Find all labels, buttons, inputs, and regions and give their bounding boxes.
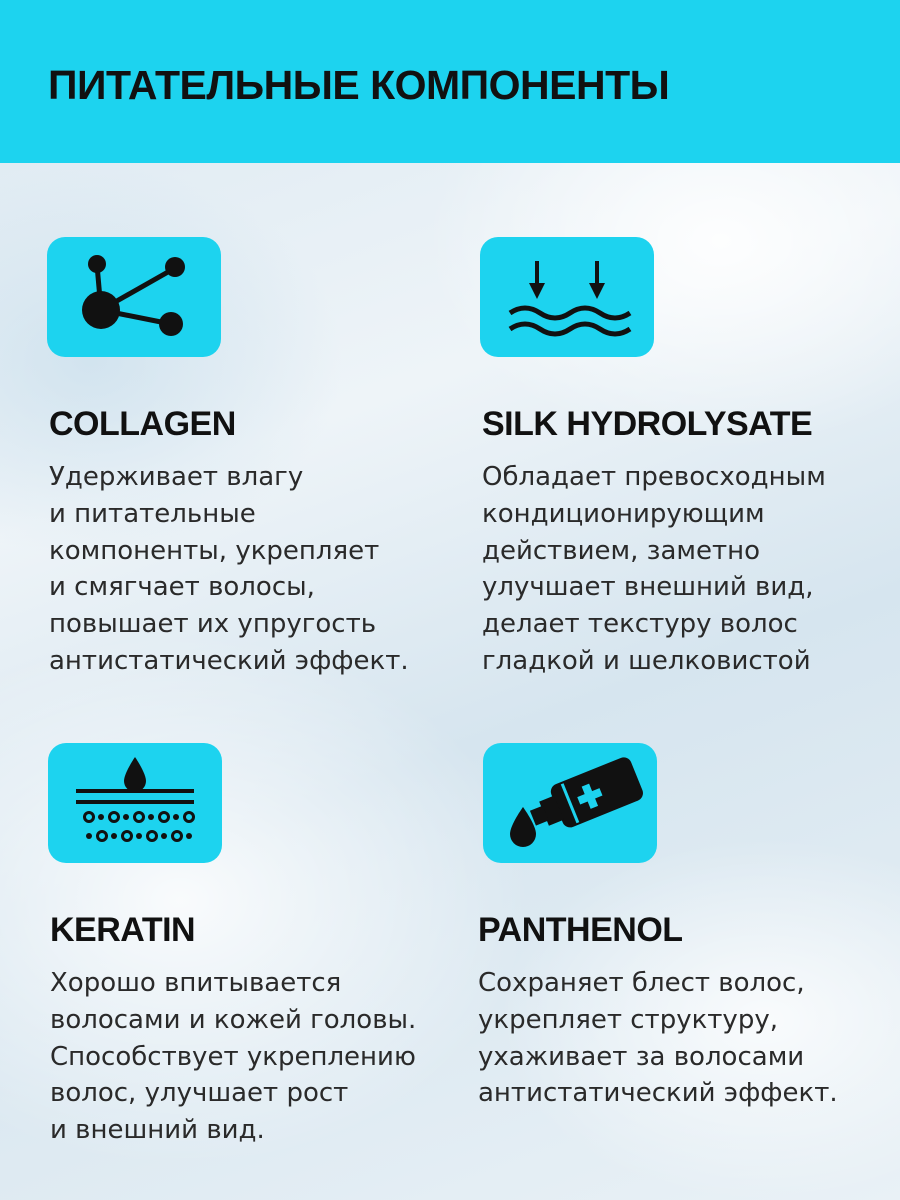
- icon-tile: [483, 743, 657, 863]
- component-description: Обладает превосходным кондиционирующим действием, заметно улучшает внешний вид, делает текстуру волос гладкой и шелковистой: [482, 462, 826, 676]
- component-title: KERATIN: [50, 911, 196, 949]
- icon-tile: [480, 237, 654, 357]
- header-banner: [0, 0, 900, 163]
- component-title: SILK HYDROLYSATE: [482, 405, 813, 443]
- skin-absorption-icon: [48, 743, 222, 863]
- icon-tile: [47, 237, 221, 357]
- component-title: PANTHENOL: [478, 911, 683, 949]
- component-title: COLLAGEN: [49, 405, 236, 443]
- page-title: ПИТАТЕЛЬНЫЕ КОМПОНЕНТЫ: [48, 62, 670, 108]
- molecule-icon: [47, 237, 221, 357]
- medicine-bottle-icon: [483, 743, 657, 863]
- water-absorption-icon: [480, 237, 654, 357]
- component-description: Сохраняет блест волос, укрепляет структуру, ухаживает за волосами антистатический эффект.: [478, 968, 838, 1109]
- icon-tile: [48, 743, 222, 863]
- component-description: Хорошо впитывается волосами и кожей головы. Способствует укреплению волос, улучшает рост и внешний вид.: [50, 968, 417, 1146]
- component-description: Удерживает влагу и питательные компоненты, укрепляет и смягчает волосы, повышает их упругость антистатический эффект.: [49, 462, 409, 676]
